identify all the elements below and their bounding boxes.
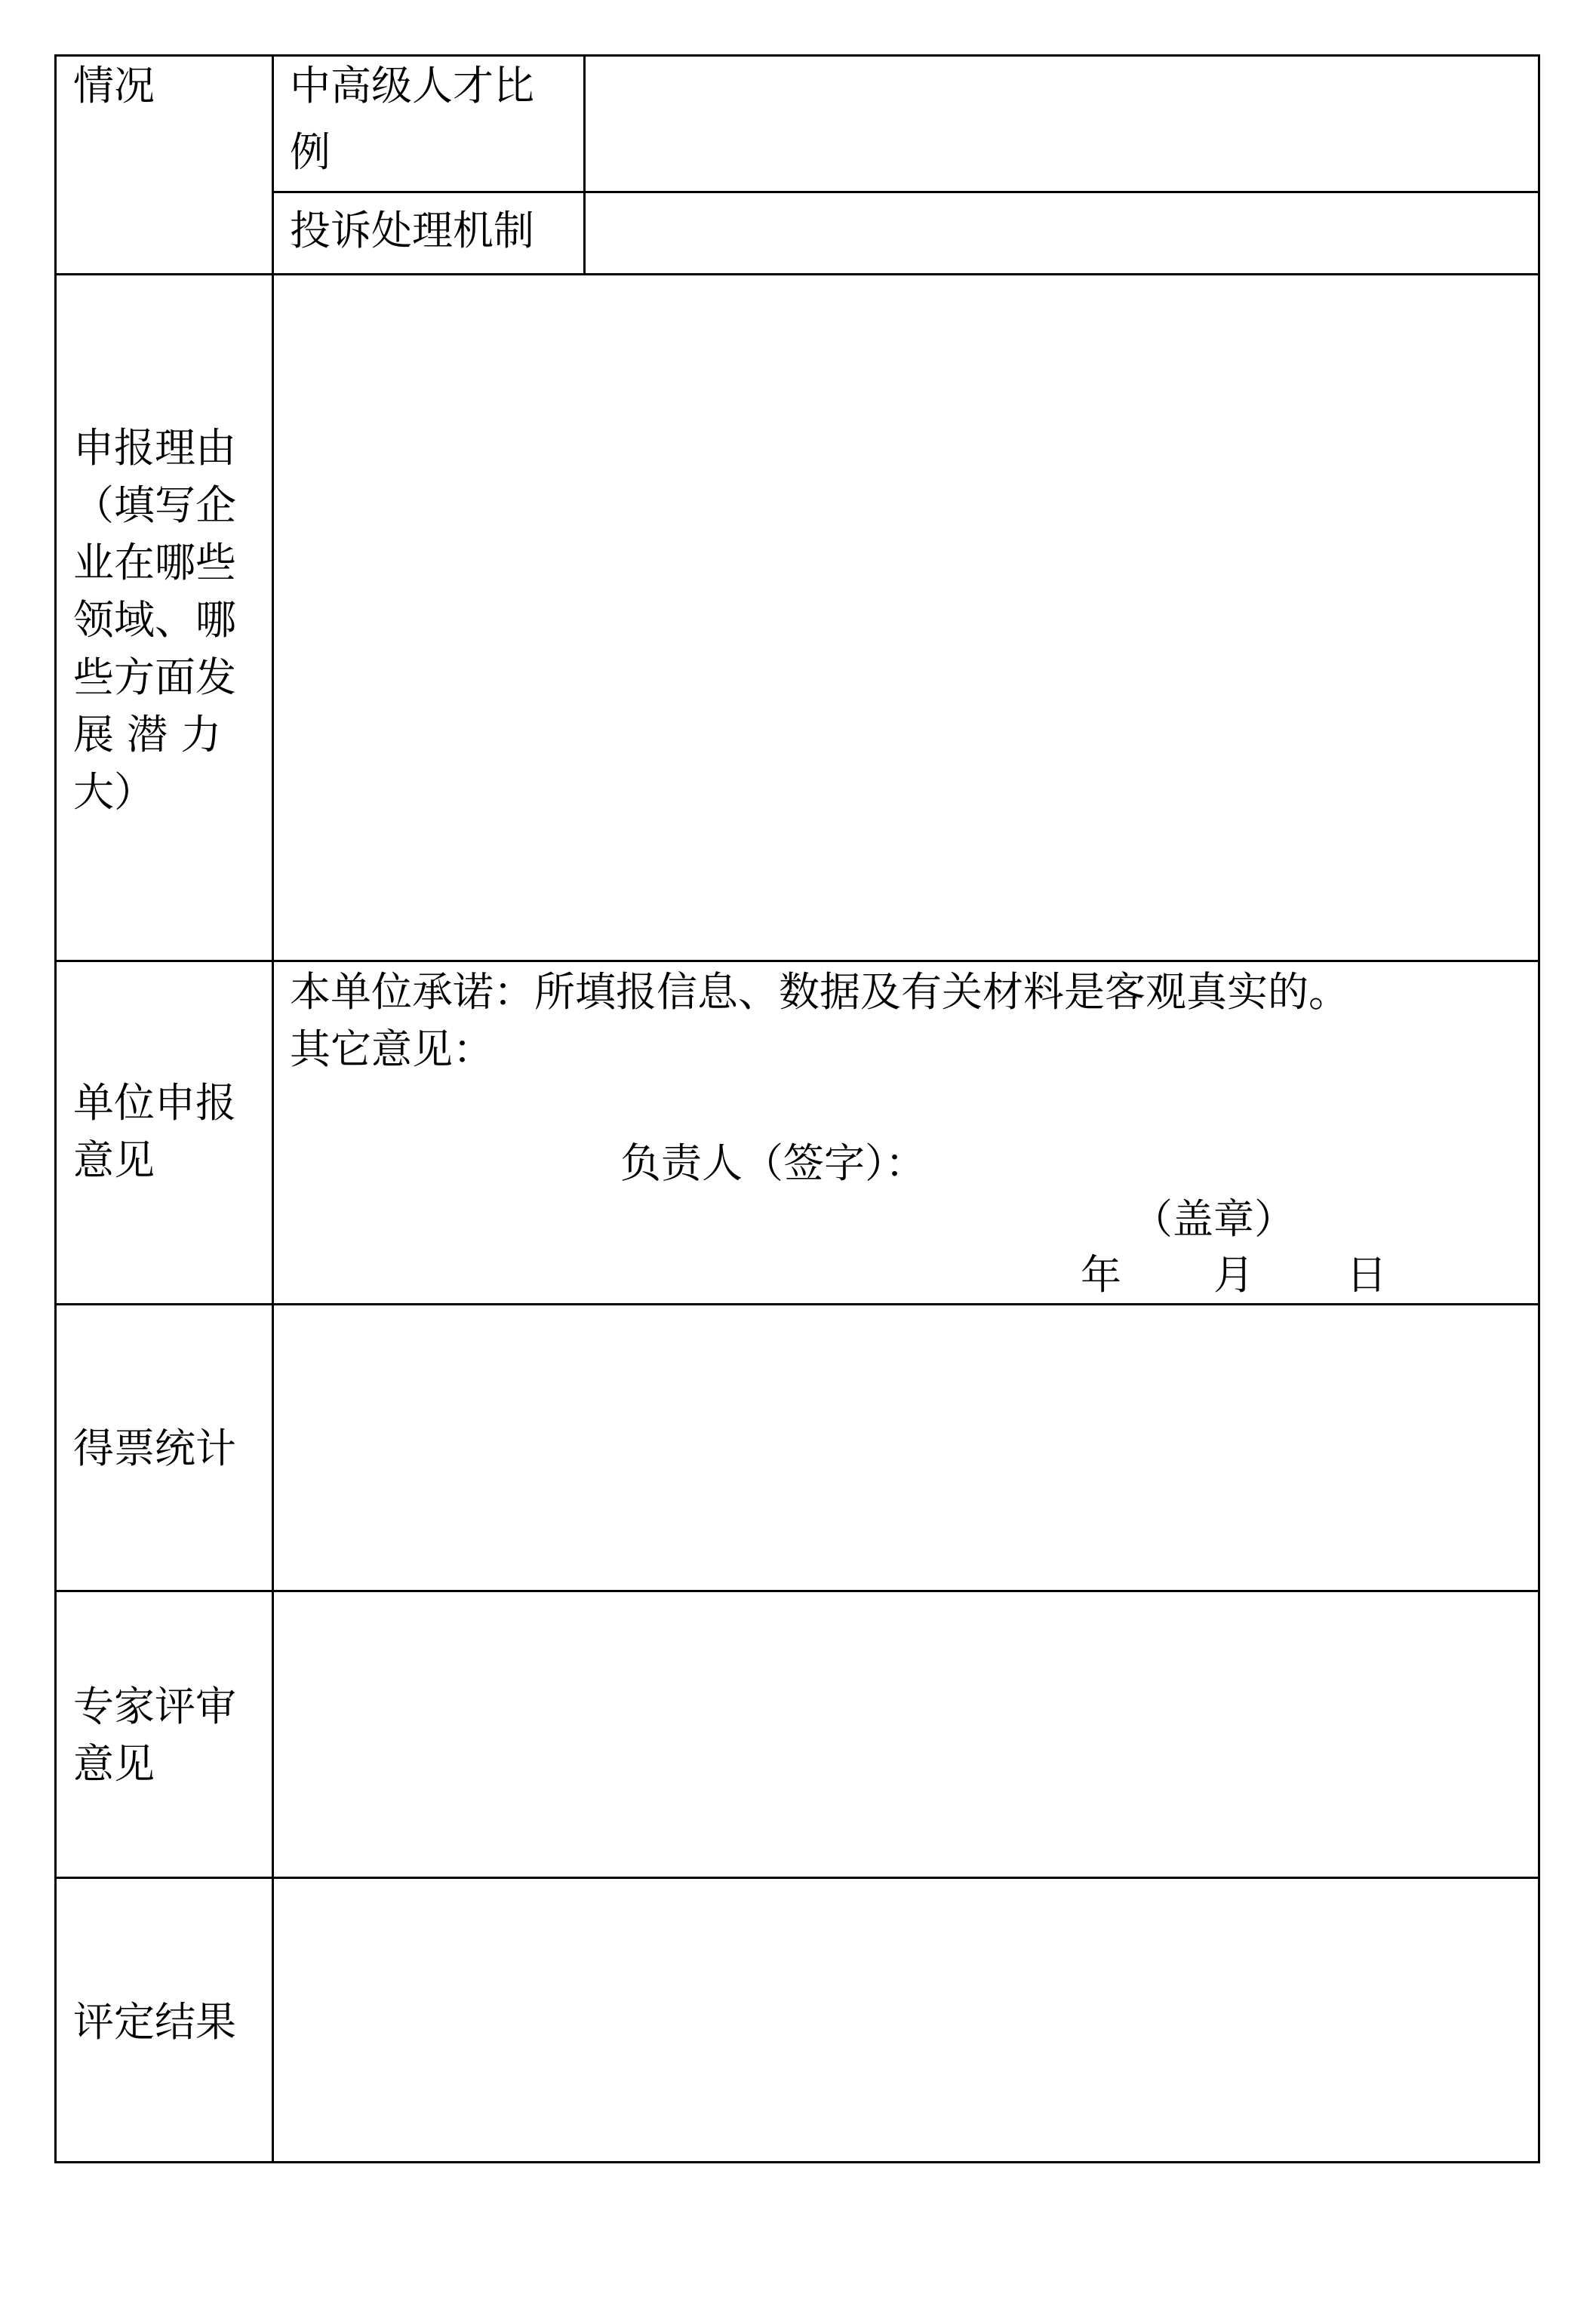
result-field[interactable] [290, 1886, 1527, 2154]
reason-label-7: 大） [73, 768, 155, 816]
divider [54, 1877, 1540, 1879]
divider [54, 1590, 1540, 1592]
divider [54, 273, 1540, 275]
senior-talent-ratio-label: 中高级人才比 [290, 62, 534, 109]
reason-label-3: 业在哪些 [73, 539, 236, 586]
complaint-mechanism-label: 投诉处理机制 [290, 207, 534, 254]
reason-label-2: （填写企 [73, 481, 236, 529]
divider [54, 960, 1540, 962]
day-label: 日 [1346, 1251, 1387, 1299]
reason-label-1: 申报理由 [73, 424, 236, 472]
divider [54, 1303, 1540, 1305]
unit-opinion-label: 单位申报 [73, 1079, 236, 1127]
divider [583, 54, 586, 274]
expert-opinion-label: 专家评审 [73, 1683, 236, 1730]
reason-label-4: 领域、哪 [73, 596, 236, 644]
expert-opinion-field[interactable] [290, 1600, 1527, 1868]
senior-talent-ratio-field[interactable] [604, 60, 1524, 185]
expert-opinion-label-cont: 意见 [73, 1740, 155, 1788]
seal-label: （盖章） [1132, 1195, 1295, 1243]
divider [272, 54, 274, 2163]
unit-opinion-label-cont: 意见 [73, 1136, 155, 1184]
other-opinion-label: 其它意见： [290, 1025, 494, 1073]
divider [272, 191, 1540, 193]
result-label: 评定结果 [73, 1998, 236, 2046]
signer-label: 负责人（签字）： [620, 1139, 926, 1187]
senior-talent-ratio-label-cont: 例 [290, 128, 331, 176]
reason-label-5: 些方面发 [73, 653, 236, 701]
situation-label: 情况 [73, 62, 155, 109]
reason-field[interactable] [290, 287, 1527, 951]
pledge-text: 本单位承诺：所填报信息、数据及有关材料是客观真实的。 [290, 968, 1349, 1016]
month-label: 月 [1213, 1251, 1254, 1299]
complaint-mechanism-field[interactable] [604, 198, 1524, 269]
reason-label-6: 展 潜 力 [73, 711, 222, 758]
year-label: 年 [1081, 1251, 1121, 1299]
votes-field[interactable] [290, 1313, 1527, 1581]
votes-label: 得票统计 [73, 1425, 236, 1472]
